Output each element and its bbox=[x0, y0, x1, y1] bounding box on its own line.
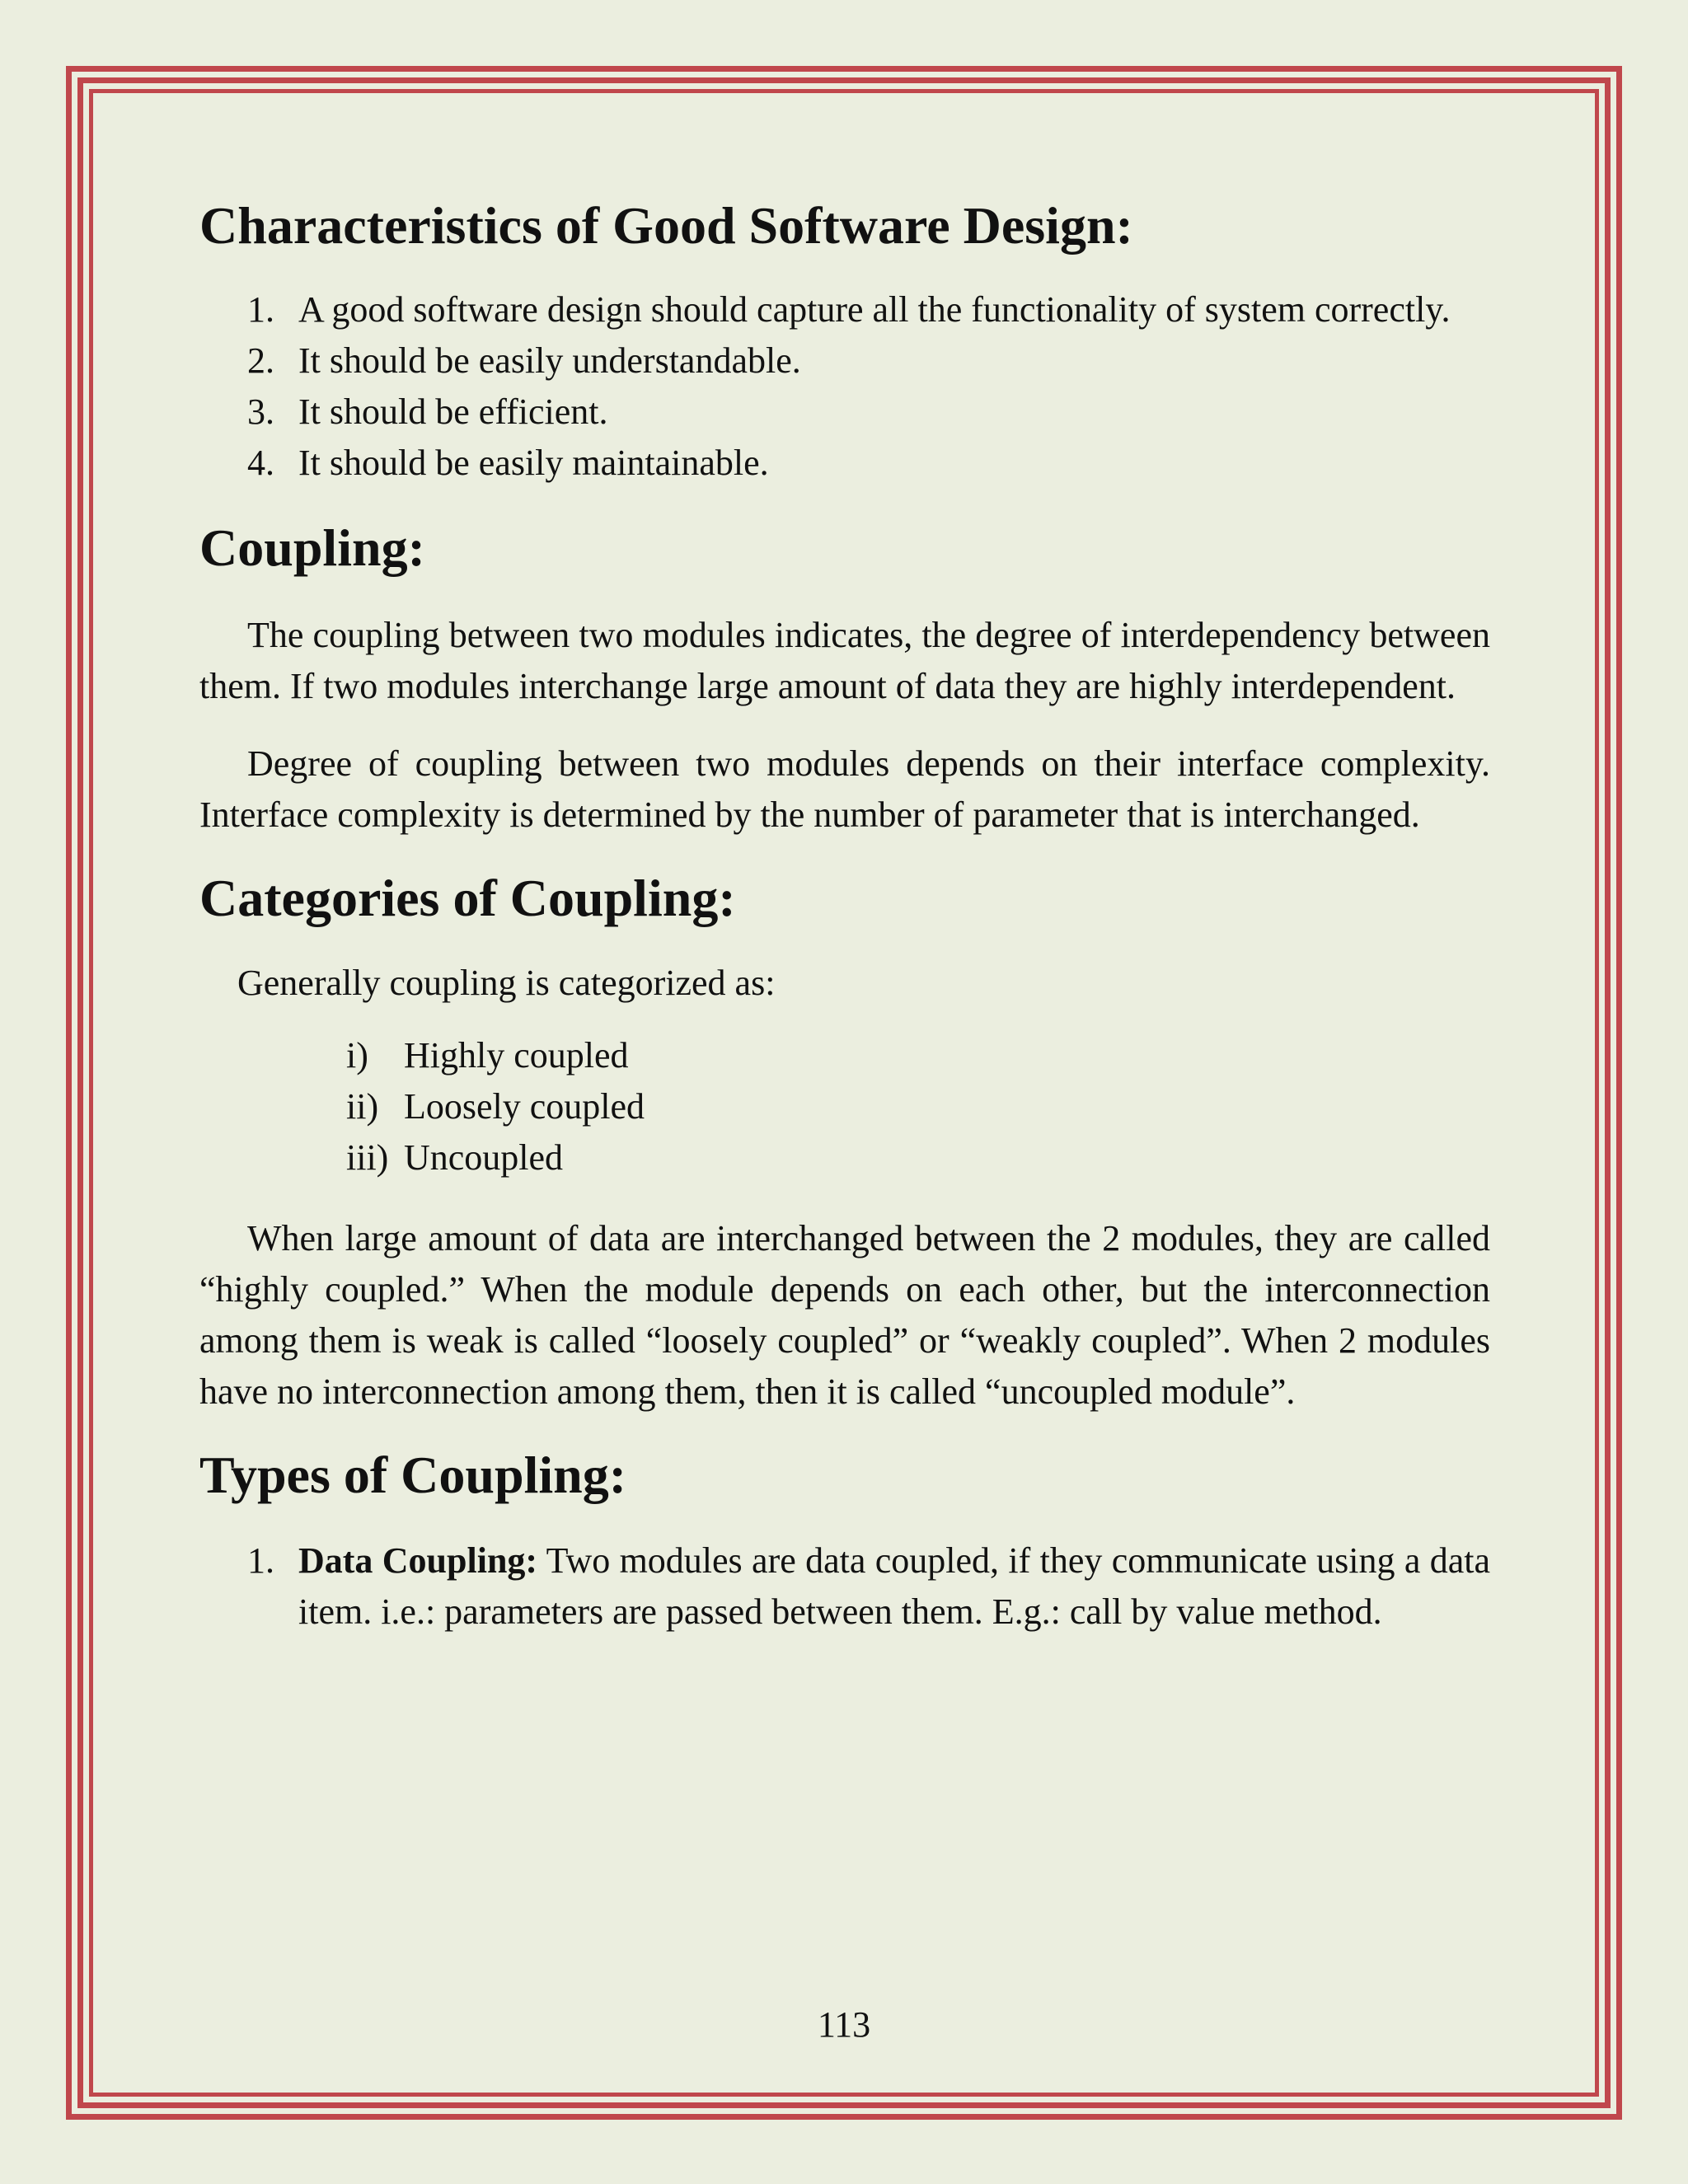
list-item bbox=[199, 387, 1490, 438]
list-item-text: A good software design should capture all the functionality of system correctly. bbox=[298, 288, 1451, 330]
list-item bbox=[199, 1030, 1490, 1081]
list-item bbox=[199, 1081, 1490, 1132]
list-number: 4. bbox=[247, 442, 274, 483]
list-item bbox=[199, 284, 1490, 335]
list-item bbox=[199, 438, 1490, 489]
characteristics-list bbox=[199, 284, 1490, 489]
coupling-paragraph-2: Degree of coupling between two modules depends on their interface complexity. Interface complexity is determined by the number of parameter that is interchanged. bbox=[199, 743, 1490, 835]
list-item-text: It should be easily maintainable. bbox=[298, 442, 769, 483]
list-item bbox=[199, 335, 1490, 387]
list-number: ii) bbox=[346, 1086, 379, 1127]
list-item-text: Two modules are data coupled, if they communicate using a data item. i.e.: parameters are passed between them. E.g.: call by value method. bbox=[298, 1540, 1490, 1633]
list-item bbox=[199, 1535, 1490, 1638]
list-item-text: Loosely coupled bbox=[404, 1086, 645, 1127]
categories-intro: Generally coupling is categorized as: bbox=[237, 963, 776, 1004]
list-item-text: Highly coupled bbox=[404, 1035, 629, 1076]
list-number: 1. bbox=[247, 1540, 274, 1582]
list-number: 3. bbox=[247, 391, 274, 432]
list-item-text: It should be easily understandable. bbox=[298, 340, 801, 381]
coupling-heading: Coupling: bbox=[199, 518, 425, 577]
list-item bbox=[199, 1132, 1490, 1183]
list-number: i) bbox=[346, 1035, 368, 1076]
list-number: 1. bbox=[247, 288, 274, 330]
types-list bbox=[199, 1535, 1490, 1638]
categories-paragraph: When large amount of data are interchanged between the 2 modules, they are called “highly coupled.” When the module depends on each other, but the interconnection among them is weak is called “loosely coupled” or “weakly coupled”. When 2 modules have no interconnection among them, then it is called “uncoupled module”. bbox=[199, 1218, 1490, 1413]
categories-list bbox=[199, 1030, 1490, 1183]
list-number: 2. bbox=[247, 340, 274, 381]
page-content bbox=[199, 194, 1490, 1638]
list-number: iii) bbox=[346, 1137, 389, 1179]
page-number: 113 bbox=[817, 2004, 871, 2045]
list-item-text: It should be efficient. bbox=[298, 391, 608, 432]
coupling-paragraph-1: The coupling between two modules indicates, the degree of interdependency between them. If two modules interchange large amount of data they are highly interdependent. bbox=[199, 614, 1490, 706]
characteristics-heading: Characteristics of Good Software Design: bbox=[199, 196, 1133, 255]
list-item-text: Uncoupled bbox=[404, 1137, 564, 1179]
list-item-term: Data Coupling: bbox=[298, 1540, 538, 1582]
types-heading: Types of Coupling: bbox=[199, 1446, 627, 1505]
categories-heading: Categories of Coupling: bbox=[199, 868, 736, 927]
